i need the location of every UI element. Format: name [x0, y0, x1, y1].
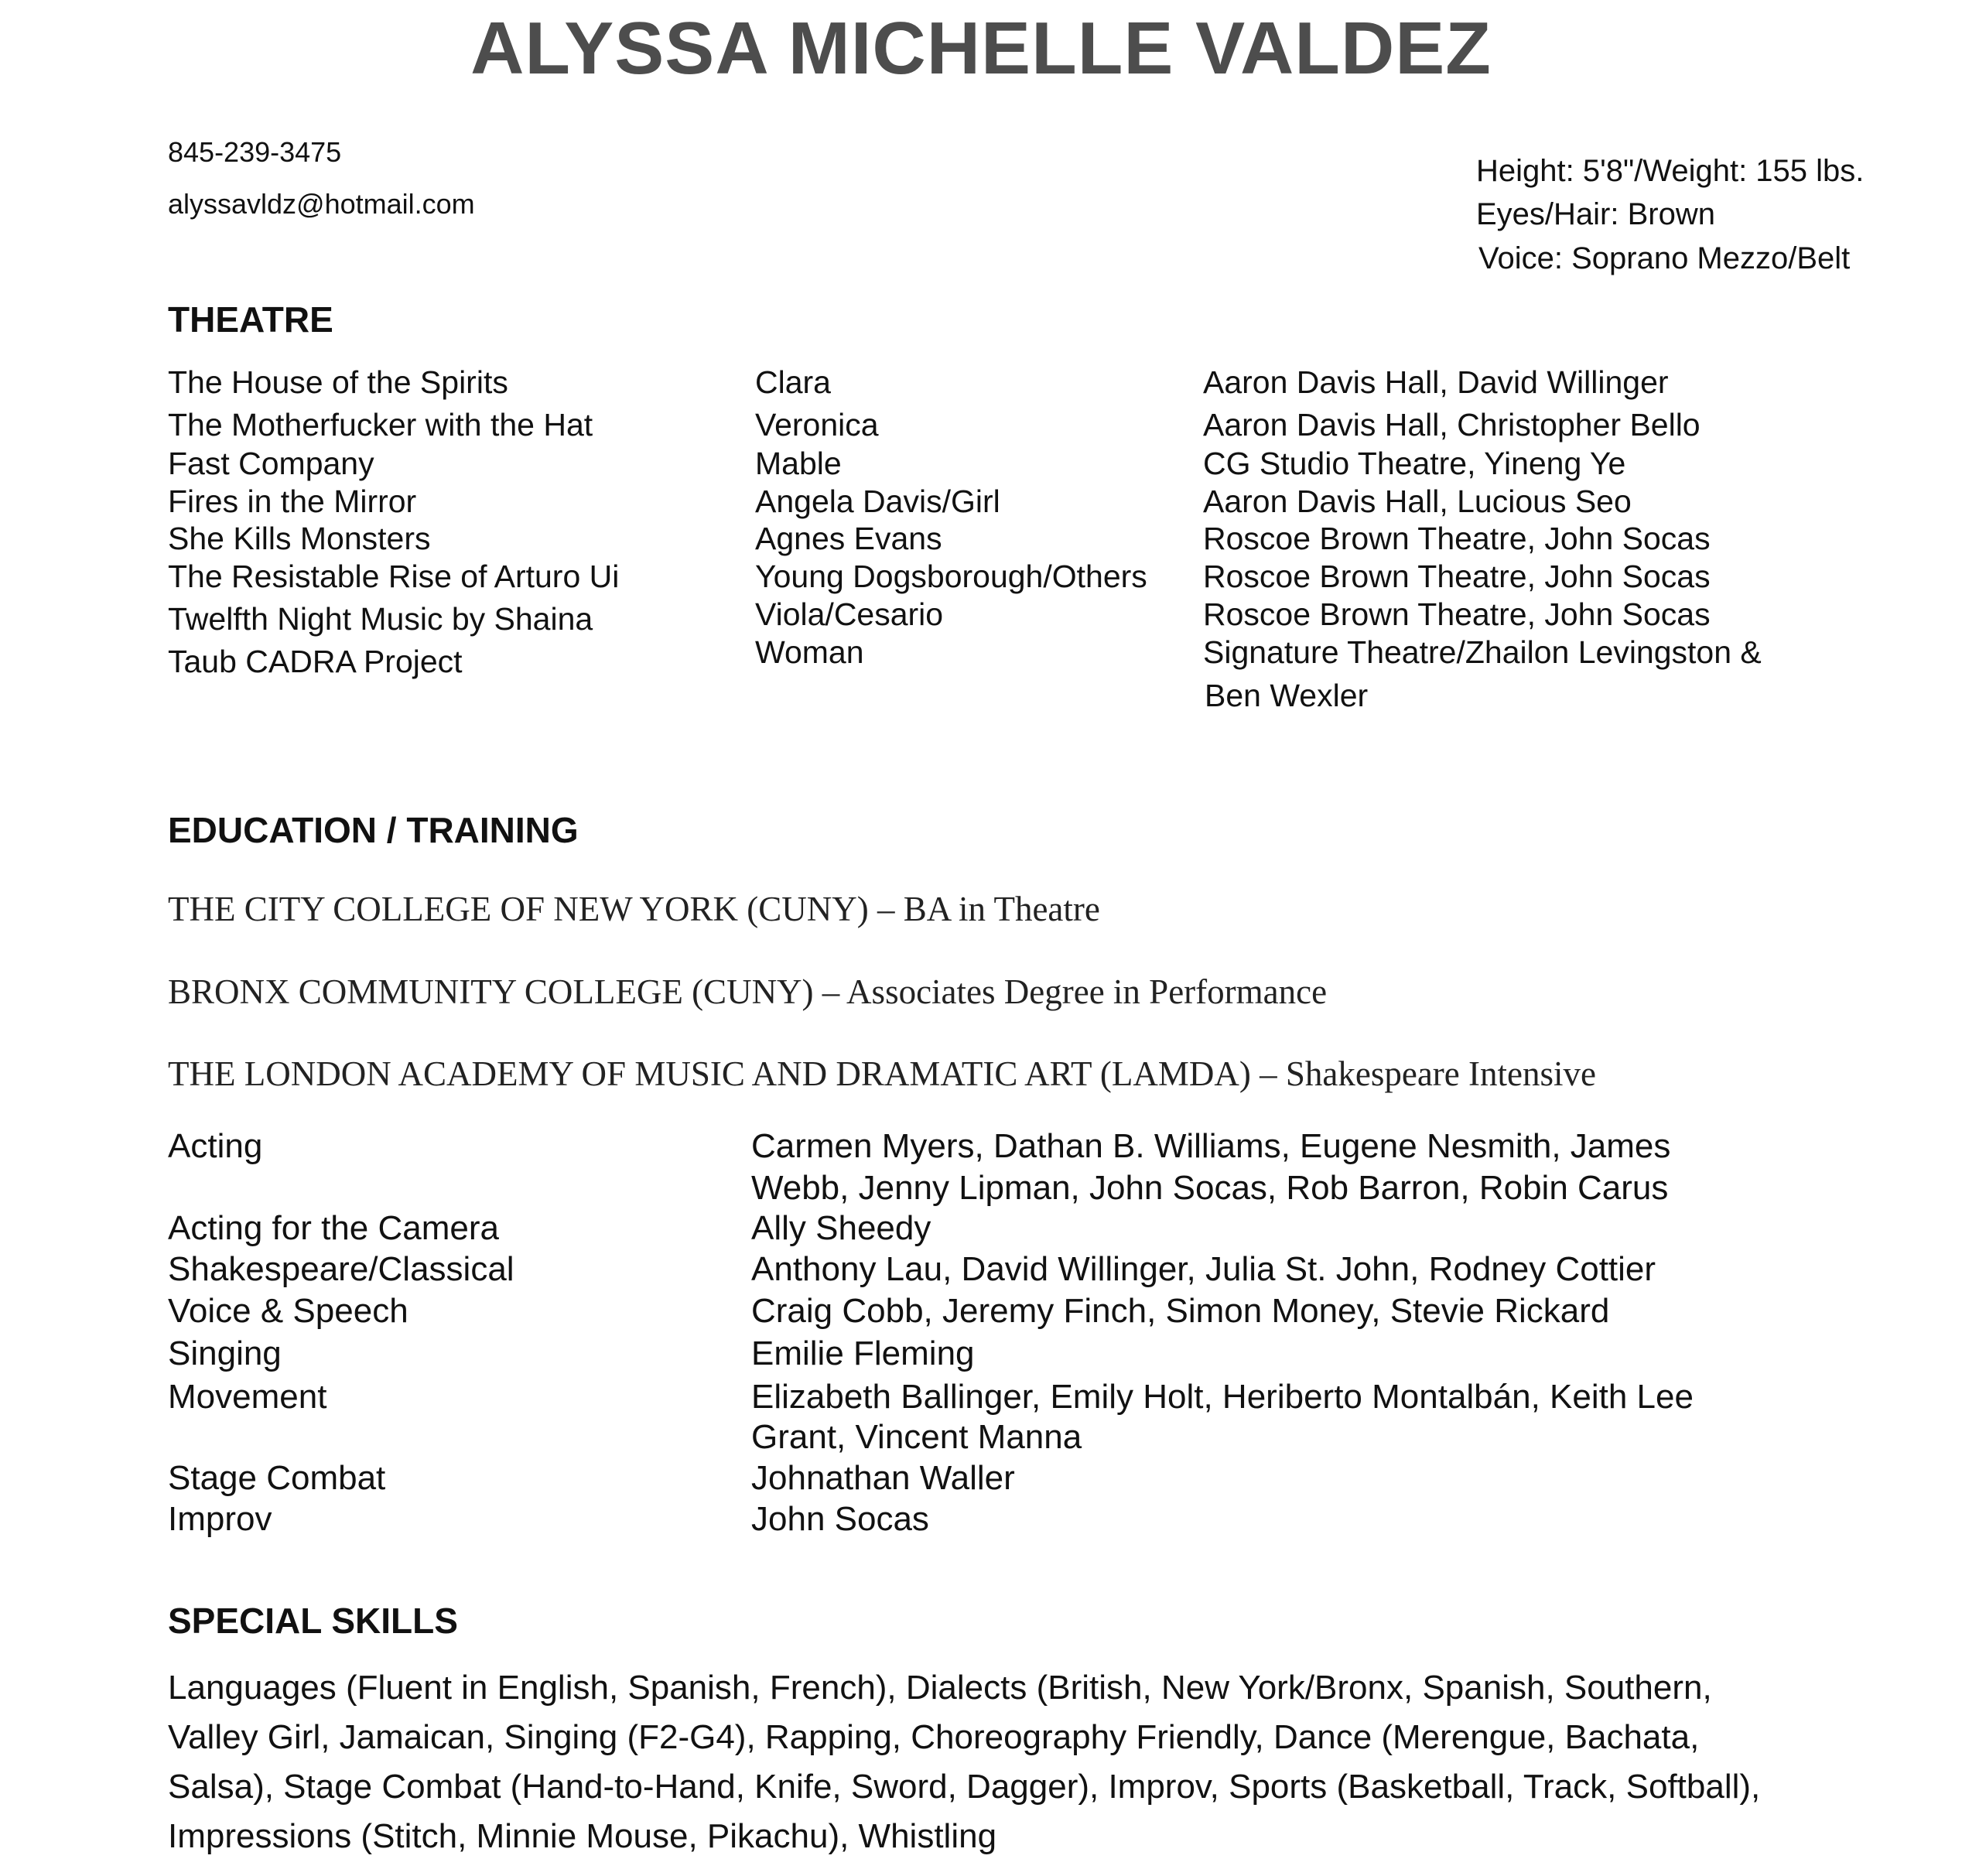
training-teachers: Emilie Fleming	[751, 1334, 975, 1372]
theatre-show: Fast Company	[168, 446, 374, 481]
theatre-role: Young Dogsborough/Others	[755, 559, 1147, 594]
resume-name: ALYSSA MICHELLE VALDEZ	[470, 7, 1492, 90]
theatre-role: Angela Davis/Girl	[755, 484, 1000, 519]
education-heading: EDUCATION / TRAINING	[168, 810, 579, 850]
training-subject: Singing	[168, 1334, 282, 1372]
training-subject: Improv	[168, 1500, 272, 1538]
theatre-role: Clara	[755, 364, 831, 400]
school-entry: BRONX COMMUNITY COLLEGE (CUNY) – Associates Degree in Performance	[168, 972, 1328, 1011]
skills-heading: SPECIAL SKILLS	[168, 1601, 458, 1641]
training-teachers: Carmen Myers, Dathan B. Williams, Eugene Nesmith, James	[751, 1127, 1671, 1165]
voice-type: Voice: Soprano Mezzo/Belt	[1478, 241, 1851, 275]
training-subject: Acting	[168, 1127, 263, 1165]
theatre-venue: Signature Theatre/Zhailon Levingston &	[1203, 634, 1762, 670]
theatre-show: The Motherfucker with the Hat	[168, 407, 593, 443]
training-teachers: Ally Sheedy	[751, 1209, 931, 1247]
theatre-show: She Kills Monsters	[168, 521, 431, 556]
theatre-show: Twelfth Night Music by Shaina	[168, 601, 593, 637]
training-subject: Acting for the Camera	[168, 1209, 499, 1247]
theatre-venue: Aaron Davis Hall, Lucious Seo	[1203, 484, 1632, 519]
training-teachers: Anthony Lau, David Willinger, Julia St. John, Rodney Cottier	[751, 1250, 1656, 1288]
theatre-venue: CG Studio Theatre, Yineng Ye	[1203, 446, 1626, 481]
training-teachers: Grant, Vincent Manna	[751, 1418, 1082, 1456]
theatre-venue: Roscoe Brown Theatre, John Socas	[1203, 596, 1711, 632]
email-address: alyssavldz@hotmail.com	[168, 188, 475, 220]
theatre-venue: Aaron Davis Hall, David Willinger	[1203, 364, 1669, 400]
training-subject: Shakespeare/Classical	[168, 1250, 514, 1288]
theatre-show: The Resistable Rise of Arturo Ui	[168, 559, 620, 594]
theatre-venue: Aaron Davis Hall, Christopher Bello	[1203, 407, 1701, 443]
theatre-venue: Roscoe Brown Theatre, John Socas	[1203, 521, 1711, 556]
phone-number: 845-239-3475	[168, 136, 342, 168]
training-teachers: Webb, Jenny Lipman, John Socas, Rob Barron, Robin Carus	[751, 1169, 1669, 1207]
training-subject: Stage Combat	[168, 1459, 386, 1497]
school-entry: THE LONDON ACADEMY OF MUSIC AND DRAMATIC ART (LAMDA) – Shakespeare Intensive	[168, 1054, 1596, 1093]
training-teachers: John Socas	[751, 1500, 929, 1538]
school-entry: THE CITY COLLEGE OF NEW YORK (CUNY) – BA in Theatre	[168, 890, 1100, 928]
theatre-show: Taub CADRA Project	[168, 644, 463, 679]
theatre-role: Mable	[755, 446, 842, 481]
theatre-role: Agnes Evans	[755, 521, 942, 556]
theatre-role: Veronica	[755, 407, 879, 443]
theatre-heading: THEATRE	[168, 299, 333, 340]
training-subject: Voice & Speech	[168, 1292, 408, 1330]
theatre-role: Woman	[755, 634, 864, 670]
theatre-venue: Ben Wexler	[1205, 678, 1369, 713]
training-teachers: Elizabeth Ballinger, Emily Holt, Heriberto Montalbán, Keith Lee	[751, 1378, 1694, 1416]
skills-text: Languages (Fluent in English, Spanish, French), Dialects (British, New York/Bronx, Spanish, Southern, Valley Girl, Jamaican, Singing (F2-G4), Rapping, Choreography Friendly, Dance (Merengue, Bachata, Salsa), Stage Combat (Hand-to-Hand, Knife, Sword, Dagger), Improv, Sports (Basketball, Track, Softball), Impressions (Stitch, Minnie Mouse, Pikachu), Whistling	[168, 1669, 1761, 1855]
training-subject: Movement	[168, 1378, 327, 1416]
theatre-show: Fires in the Mirror	[168, 484, 417, 519]
theatre-show: The House of the Spirits	[168, 364, 508, 400]
height-weight: Height: 5'8"/Weight: 155 lbs.	[1476, 154, 1865, 188]
theatre-venue: Roscoe Brown Theatre, John Socas	[1203, 559, 1711, 594]
training-teachers: Craig Cobb, Jeremy Finch, Simon Money, Stevie Rickard	[751, 1292, 1610, 1330]
training-teachers: Johnathan Waller	[751, 1459, 1015, 1497]
eyes-hair: Eyes/Hair: Brown	[1476, 197, 1715, 231]
theatre-role: Viola/Cesario	[755, 596, 944, 632]
